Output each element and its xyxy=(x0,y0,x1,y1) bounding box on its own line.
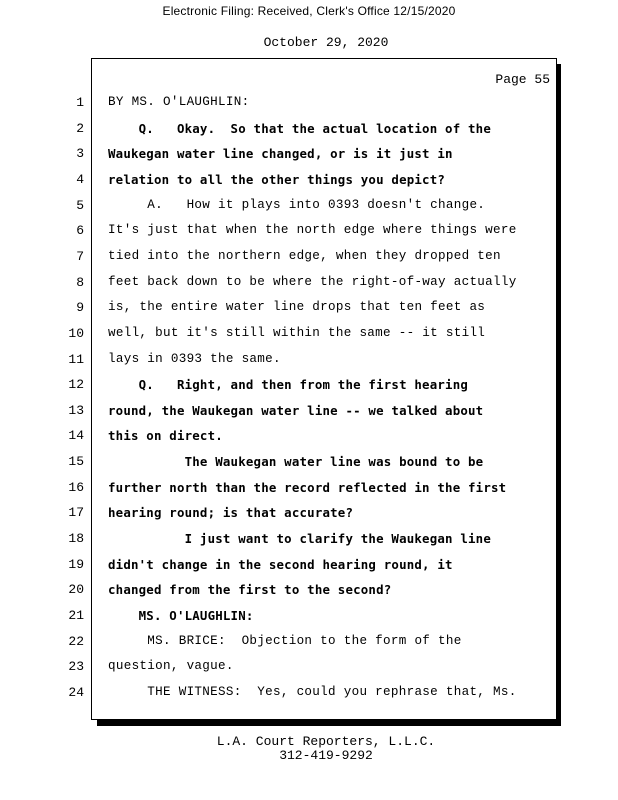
line-number: 19 xyxy=(68,557,84,572)
transcript-line: Q. Okay. So that the actual location of the xyxy=(108,121,491,136)
reporter-phone: 312-419-9292 xyxy=(279,748,373,763)
transcript-line: round, the Waukegan water line -- we talked about xyxy=(108,403,484,418)
transcript-date: October 29, 2020 xyxy=(263,35,389,50)
line-number: 8 xyxy=(76,275,84,290)
line-number: 15 xyxy=(68,454,84,469)
transcript-line: tied into the northern edge, when they dropped ten xyxy=(108,249,501,263)
page-number: Page 55 xyxy=(495,72,550,87)
line-number: 18 xyxy=(68,531,84,546)
transcript-line: didn't change in the second hearing round, it xyxy=(108,557,453,572)
transcript-line: hearing round; is that accurate? xyxy=(108,505,354,520)
transcript-line: It's just that when the north edge where things were xyxy=(108,223,517,237)
transcript-line: changed from the first to the second? xyxy=(108,582,392,597)
line-number: 6 xyxy=(76,223,84,238)
line-number: 23 xyxy=(68,659,84,674)
line-number: 5 xyxy=(76,198,84,213)
transcript-line: relation to all the other things you depict? xyxy=(108,172,446,187)
transcript-line: well, but it's still within the same -- it still xyxy=(108,326,486,340)
transcript-line: THE WITNESS: Yes, could you rephrase that, Ms. xyxy=(108,685,517,699)
transcript-line: The Waukegan water line was bound to be xyxy=(108,454,484,469)
transcript-line: MS. O'LAUGHLIN: xyxy=(108,608,254,623)
line-number: 17 xyxy=(68,505,84,520)
line-number: 3 xyxy=(76,146,84,161)
transcript-line: feet back down to be where the right-of-way actually xyxy=(108,275,517,289)
line-number: 11 xyxy=(68,352,84,367)
transcript-line: I just want to clarify the Waukegan line xyxy=(108,531,491,546)
transcript-line: A. How it plays into 0393 doesn't change. xyxy=(108,198,486,212)
transcript-line: Waukegan water line changed, or is it just in xyxy=(108,146,453,161)
line-number: 21 xyxy=(68,608,84,623)
transcript-line: question, vague. xyxy=(108,659,234,673)
line-number: 13 xyxy=(68,403,84,418)
line-number: 10 xyxy=(68,326,84,341)
line-number: 24 xyxy=(68,685,84,700)
line-number: 12 xyxy=(68,377,84,392)
line-number: 1 xyxy=(76,95,84,110)
line-number: 22 xyxy=(68,634,84,649)
line-number: 4 xyxy=(76,172,84,187)
line-number: 14 xyxy=(68,428,84,443)
transcript-line: Q. Right, and then from the first hearing xyxy=(108,377,469,392)
line-number: 2 xyxy=(76,121,84,136)
transcript-line: lays in 0393 the same. xyxy=(108,352,281,366)
transcript-line: is, the entire water line drops that ten feet as xyxy=(108,300,486,314)
transcript-line: BY MS. O'LAUGHLIN: xyxy=(108,95,250,109)
transcript-line: further north than the record reflected in the first xyxy=(108,480,507,495)
line-number: 7 xyxy=(76,249,84,264)
line-number: 16 xyxy=(68,480,84,495)
transcript-line: this on direct. xyxy=(108,428,223,443)
line-number: 20 xyxy=(68,582,84,597)
line-number: 9 xyxy=(76,300,84,315)
reporter-name: L.A. Court Reporters, L.L.C. xyxy=(216,734,436,749)
e-filing-stamp: Electronic Filing: Received, Clerk's Office 12/15/2020 xyxy=(162,4,456,18)
transcript-line: MS. BRICE: Objection to the form of the xyxy=(108,634,462,648)
